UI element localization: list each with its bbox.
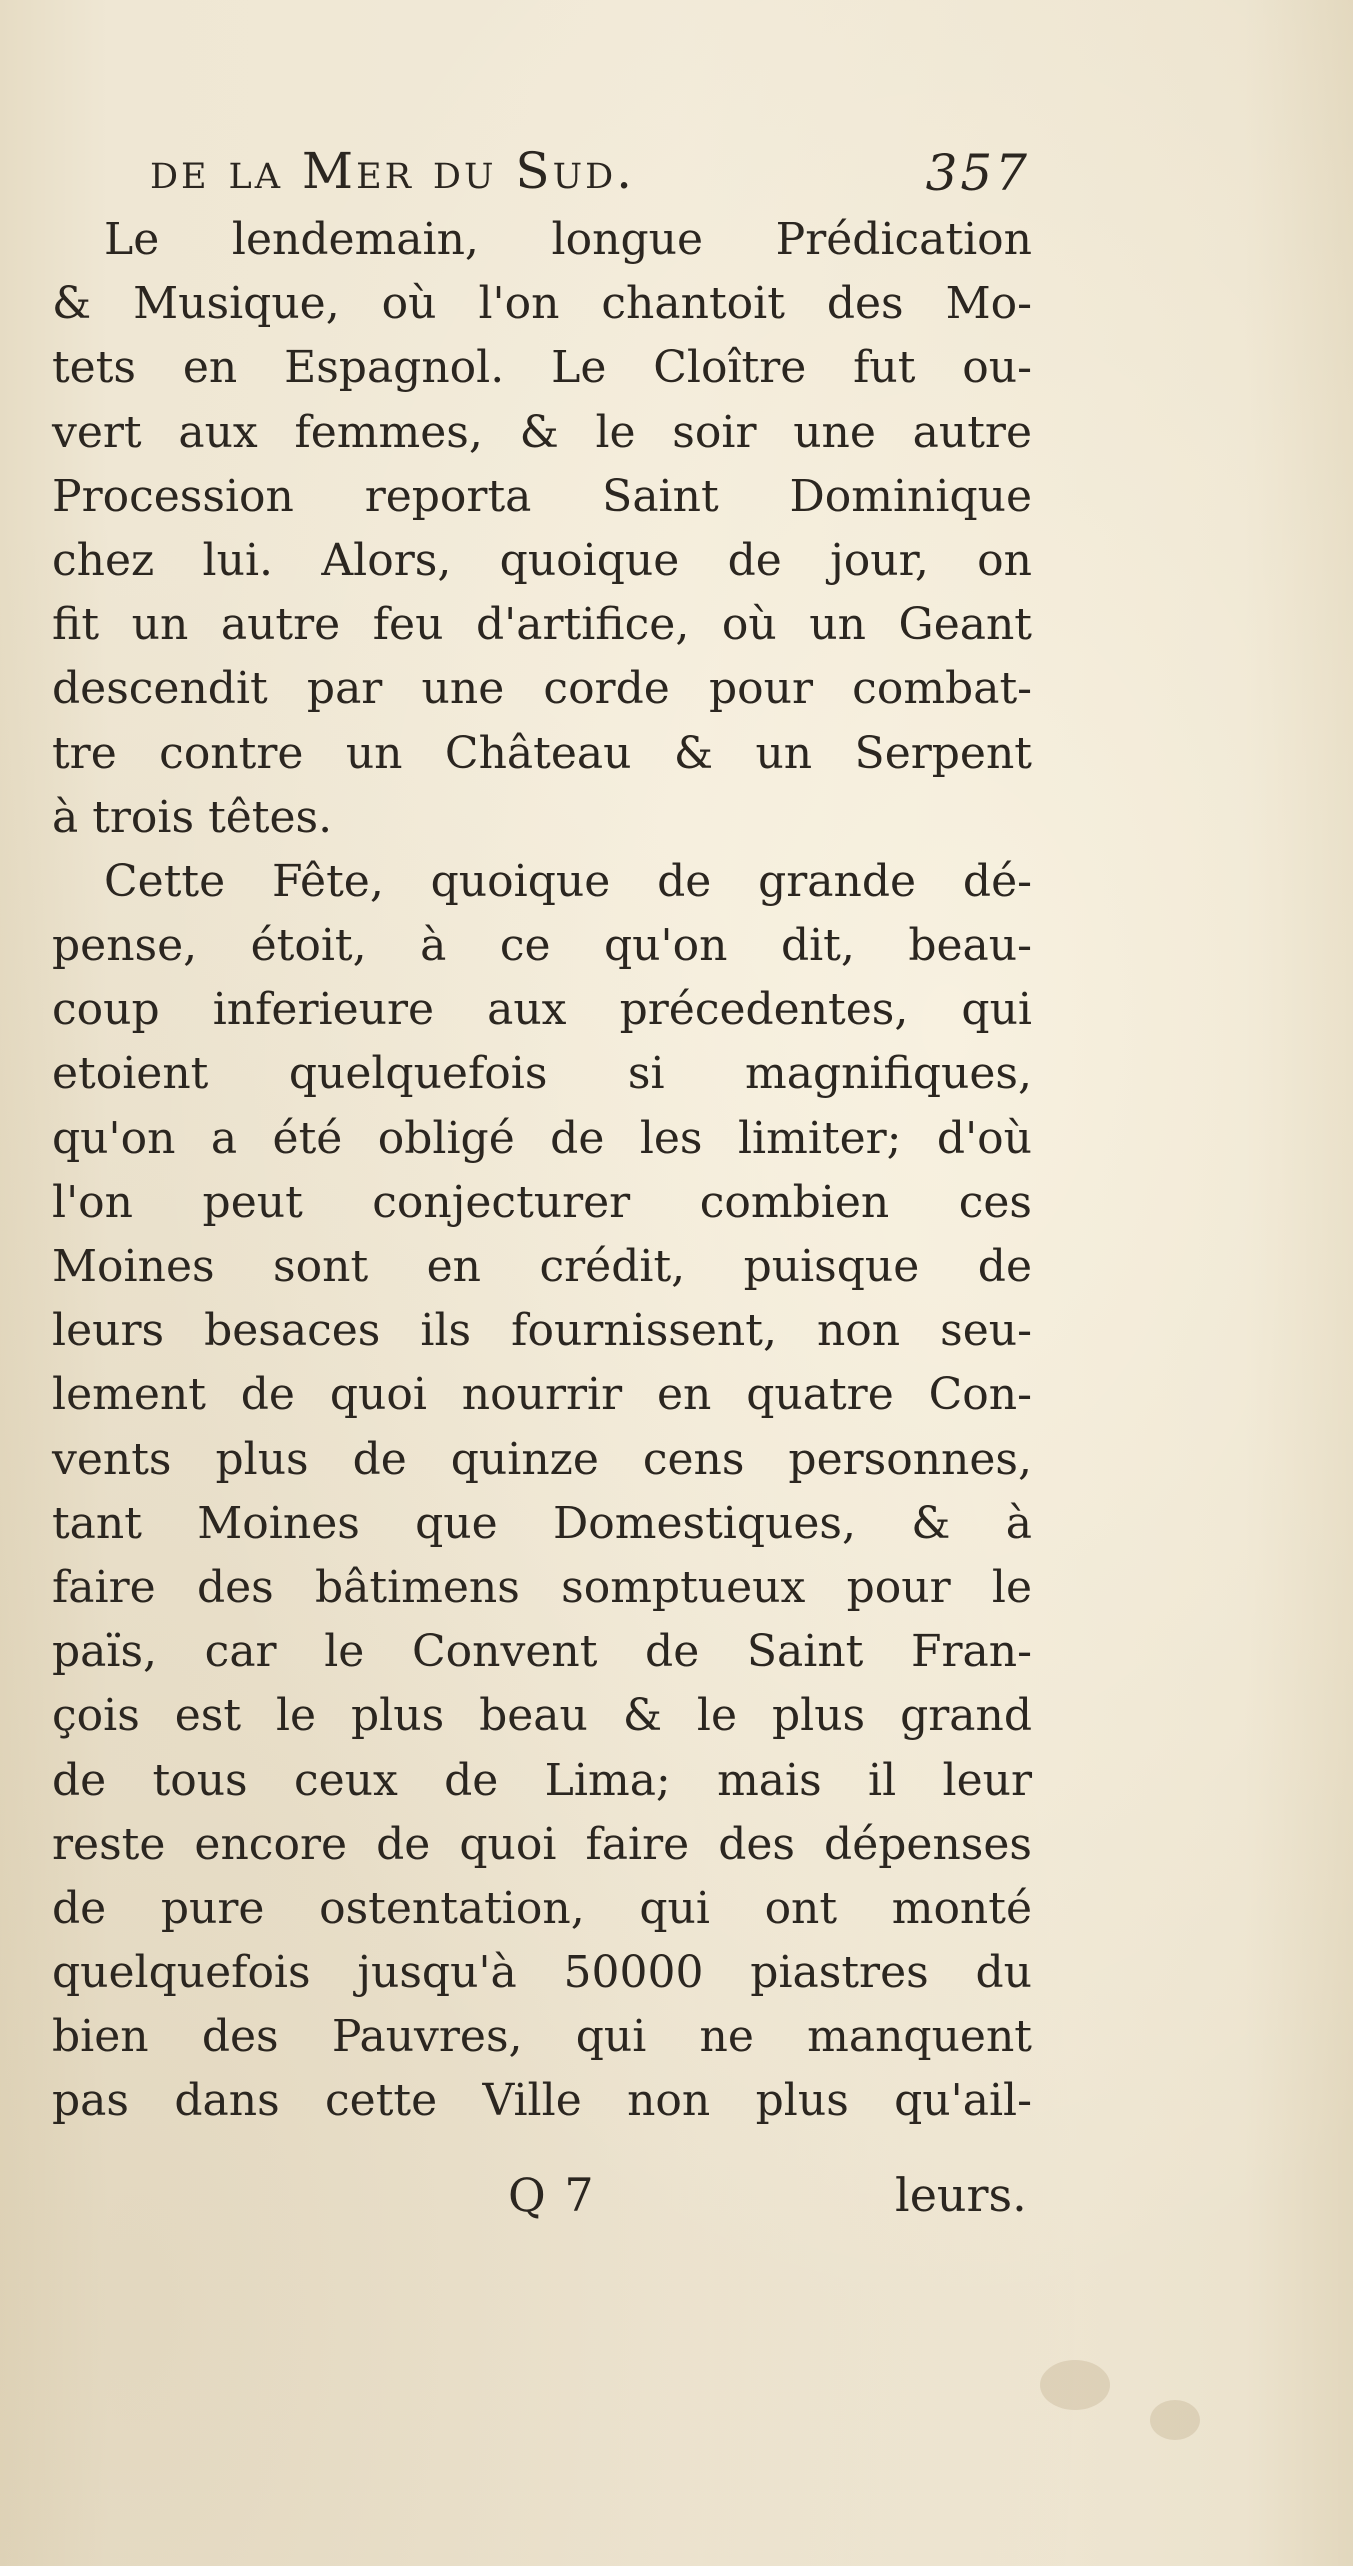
text-line: descendit par une corde pour combat- (52, 663, 1032, 715)
text-line: lement de quoi nourrir en quatre Con- (52, 1369, 1032, 1421)
text-line: de tous ceux de Lima; mais il leur (52, 1754, 1032, 1806)
paper-stain (1040, 2360, 1110, 2410)
text-line: païs, car le Convent de Saint Fran- (52, 1626, 1032, 1678)
page-footer (0, 2168, 1353, 2228)
text-line: Le lendemain, longue Prédication (104, 214, 1032, 265)
text-line: coup inferieure aux précedentes, qui (52, 984, 1032, 1036)
text-line: fit un autre feu d'artifice, où un Geant (52, 599, 1032, 651)
running-head (150, 142, 1030, 202)
text-line: à trois têtes. (52, 791, 333, 843)
running-title: de la Mer du Sud. (150, 142, 636, 200)
text-line: chez lui. Alors, quoique de jour, on (52, 534, 1032, 586)
text-line: Cette Fête, quoique de grande dé- (104, 855, 1032, 907)
text-line: quelquefois jusqu'à 50000 piastres du (52, 1947, 1032, 1999)
text-line: bien des Pauvres, qui ne manquent (52, 2011, 1032, 2063)
text-line: tre contre un Château & un Serpent (52, 727, 1032, 779)
text-line: Procession reporta Saint Dominique (52, 470, 1032, 522)
text-line: leurs besaces ils fournissent, non seu- (52, 1305, 1032, 1357)
text-line: tets en Espagnol. Le Cloître fut ou- (52, 342, 1032, 394)
text-line: vert aux femmes, & le soir une autre (52, 406, 1032, 458)
text-line: tant Moines que Domestiques, & à (52, 1497, 1032, 1549)
text-line: vents plus de quinze cens personnes, (52, 1433, 1032, 1485)
body-text (52, 208, 1032, 2134)
text-line: & Musique, où l'on chantoit des Mo- (52, 278, 1032, 330)
text-line: pense, étoit, à ce qu'on dit, beau- (52, 920, 1032, 972)
paper-stain (1150, 2400, 1200, 2440)
text-line: de pure ostentation, qui ont monté (52, 1882, 1032, 1934)
page-number: 357 (925, 144, 1030, 202)
signature-mark: Q 7 (508, 2168, 596, 2222)
text-line: çois est le plus beau & le plus grand (52, 1690, 1032, 1742)
text-line: qu'on a été obligé de les limiter; d'où (52, 1112, 1032, 1164)
text-line: Moines sont en crédit, puisque de (52, 1241, 1032, 1292)
text-line: faire des bâtimens somptueux pour le (52, 1561, 1032, 1613)
text-line: pas dans cette Ville non plus qu'ail- (52, 2075, 1032, 2127)
text-line: l'on peut conjecturer combien ces (52, 1176, 1032, 1228)
paragraph (52, 850, 1032, 2134)
paragraph (52, 208, 1032, 850)
catchword: leurs. (895, 2168, 1027, 2222)
text-line: reste encore de quoi faire des dépenses (52, 1818, 1032, 1870)
text-line: etoient quelquefois si magnifiques, (52, 1048, 1032, 1100)
